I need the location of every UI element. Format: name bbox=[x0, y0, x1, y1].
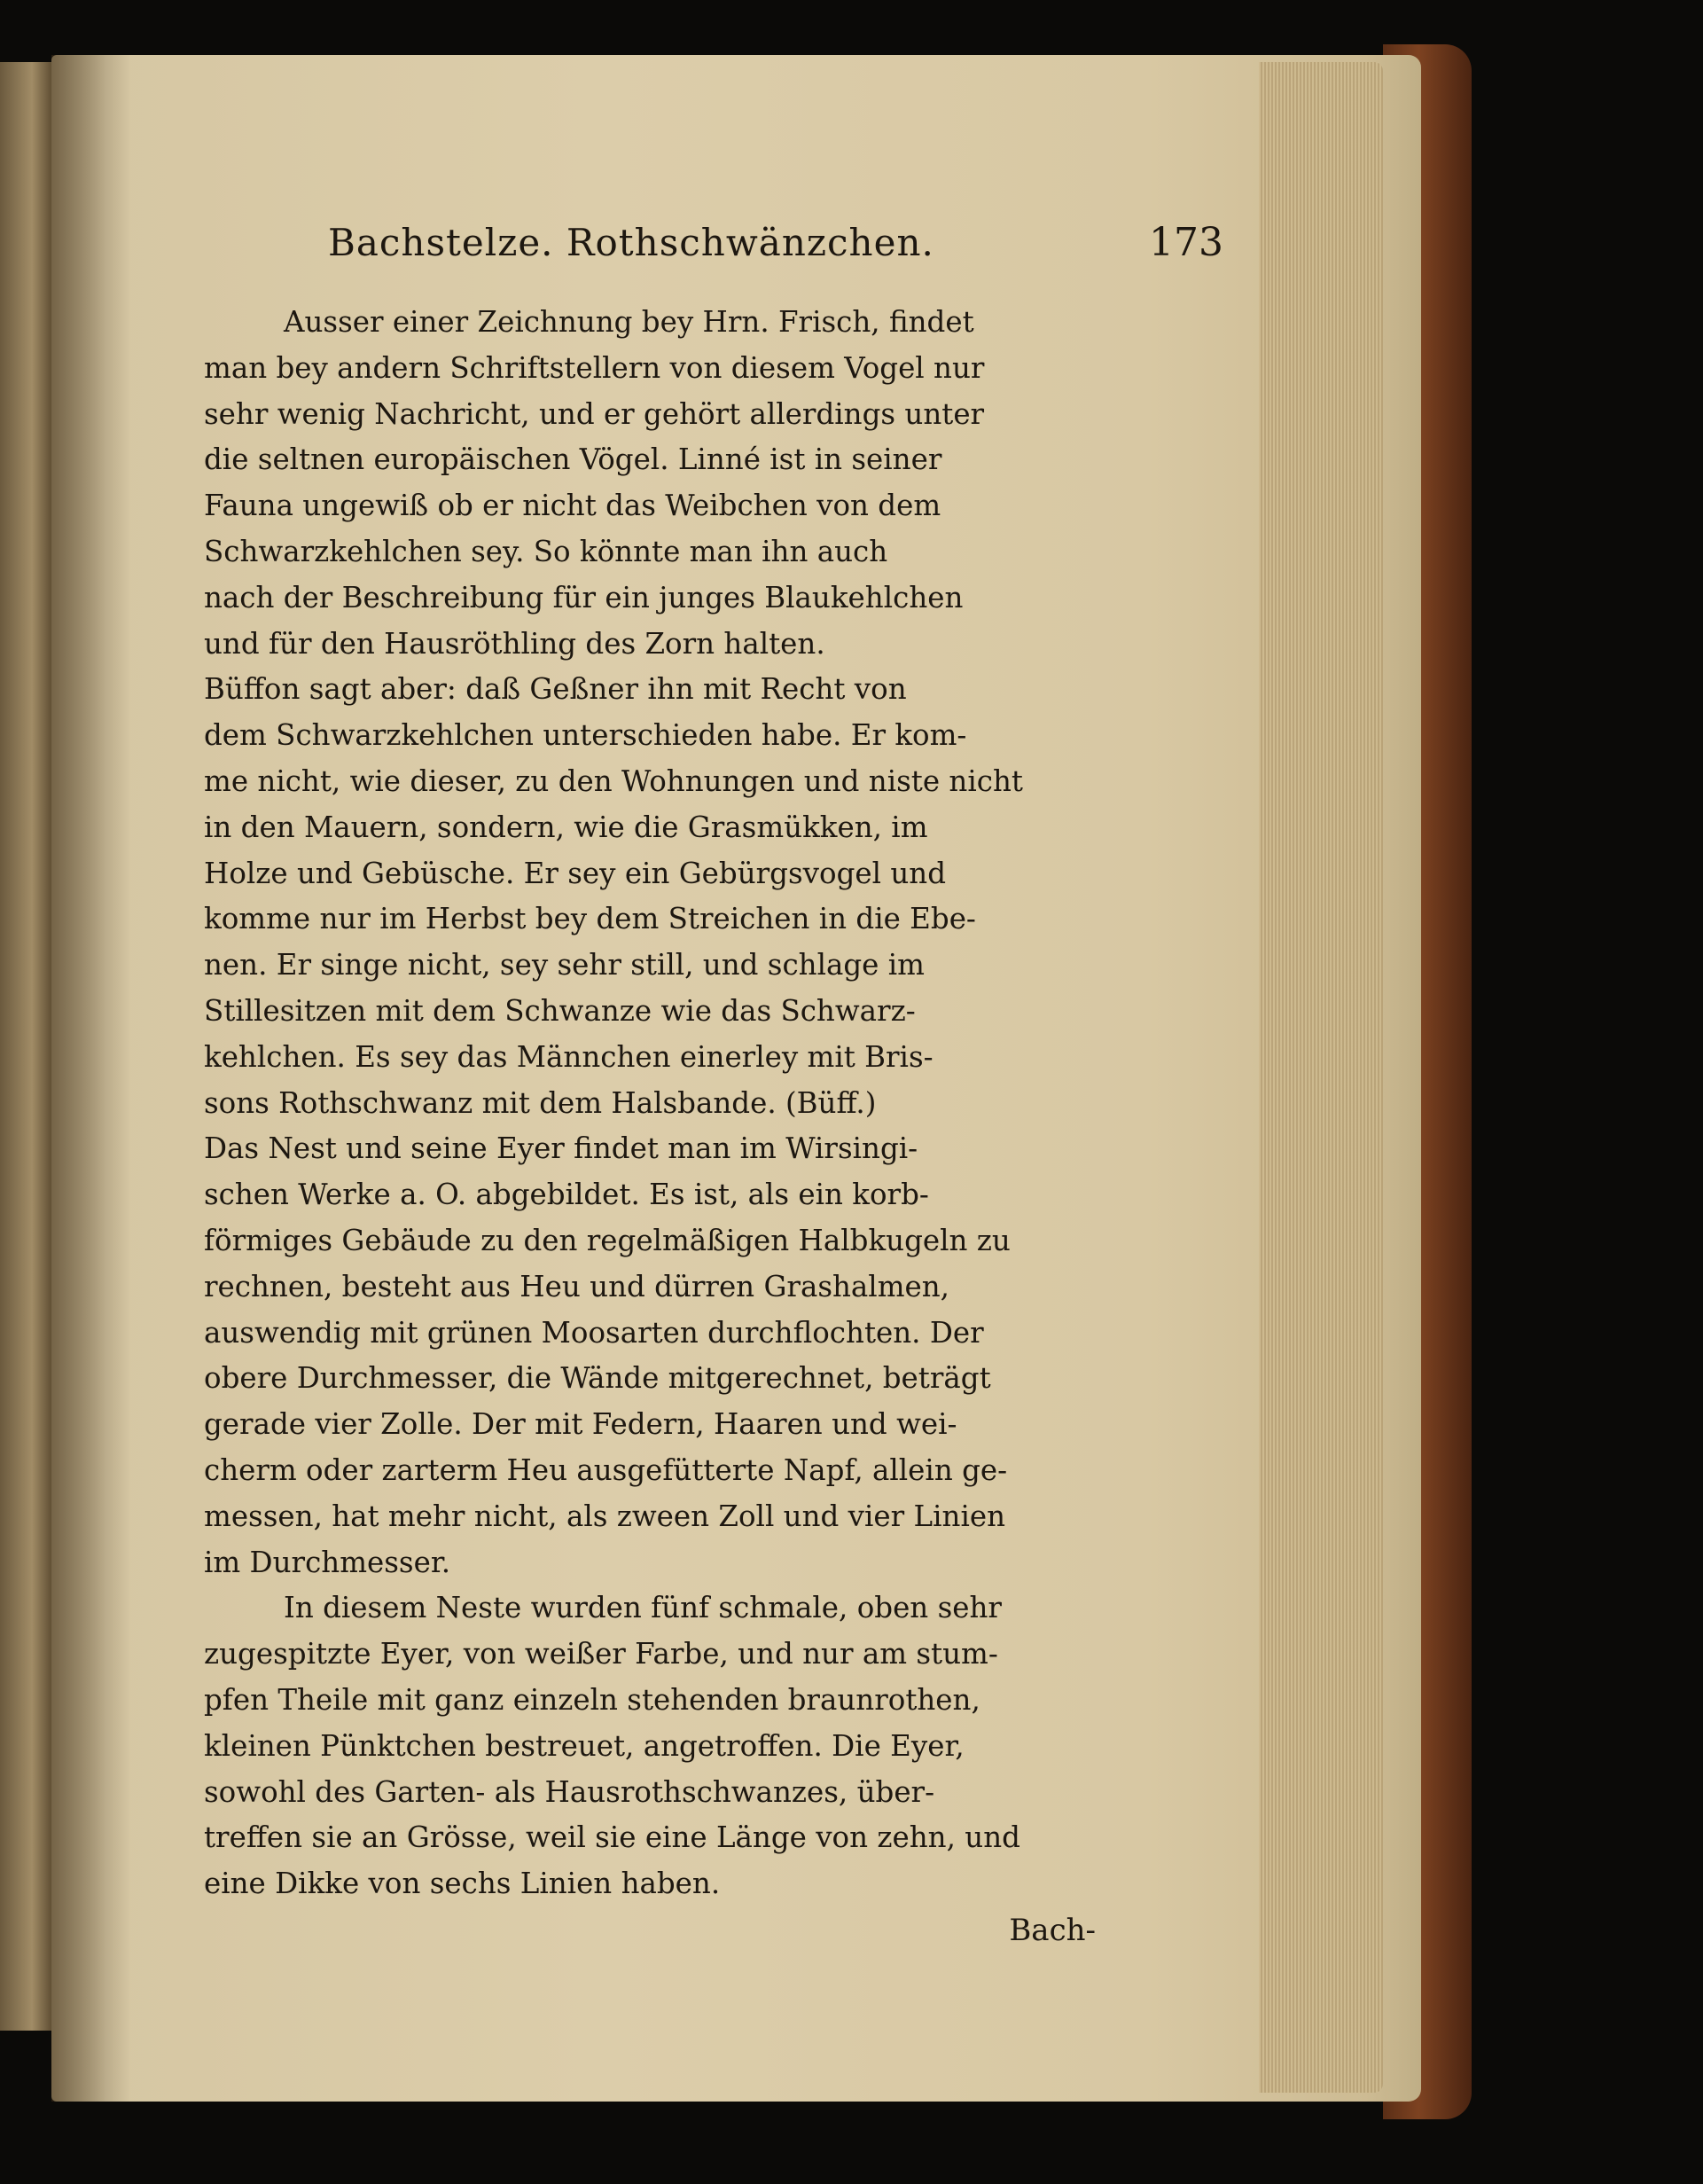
text-line: auswendig mit grünen Moosarten durchflochten. Der bbox=[204, 1315, 984, 1350]
text-line: nen. Er singe nicht, sey sehr still, und schlage im bbox=[204, 948, 925, 982]
gutter-shadow bbox=[51, 55, 131, 2102]
text-line: sehr wenig Nachricht, und er gehört allerdings unter bbox=[204, 396, 985, 431]
paragraph-1 bbox=[204, 300, 1099, 1585]
text-line: schen Werke a. O. abgebildet. Es ist, als ein korb- bbox=[204, 1178, 929, 1212]
running-title: Bachstelze. Rothschwänzchen. bbox=[328, 221, 934, 264]
text-block bbox=[204, 220, 1223, 1948]
text-line: man bey andern Schriftstellern von diesem Vogel nur bbox=[204, 350, 985, 385]
text-line: me nicht, wie dieser, zu den Wohnungen und niste nicht bbox=[204, 763, 1023, 798]
paragraph-2 bbox=[204, 1585, 1099, 1907]
text-line: und für den Hausröthling des Zorn halten. bbox=[204, 626, 825, 661]
text-line: zugespitzte Eyer, von weißer Farbe, und nur am stum- bbox=[204, 1637, 998, 1671]
text-line: treffen sie an Grösse, weil sie eine Länge von zehn, und bbox=[204, 1820, 1020, 1855]
page-header bbox=[328, 222, 1223, 264]
text-line: im Durchmesser. bbox=[204, 1545, 451, 1579]
text-line: Stillesitzen mit dem Schwanze wie das Schwarz- bbox=[204, 993, 916, 1028]
text-line: komme nur im Herbst bey dem Streichen in die Ebe- bbox=[204, 902, 976, 936]
text-line: messen, hat mehr nicht, als zween Zoll und vier Linien bbox=[204, 1499, 1006, 1533]
page-number: 173 bbox=[1149, 220, 1223, 265]
text-line: kehlchen. Es sey das Männchen einerley mit Bris- bbox=[204, 1039, 934, 1074]
text-line: obere Durchmesser, die Wände mitgerechnet, beträgt bbox=[204, 1361, 991, 1396]
text-line: In diesem Neste wurden fünf schmale, oben sehr bbox=[284, 1591, 1002, 1625]
catchword: Bach- bbox=[1009, 1912, 1096, 1948]
text-line: Das Nest und seine Eyer findet man im Wirsingi- bbox=[204, 1131, 918, 1166]
text-line: Ausser einer Zeichnung bey Hrn. Frisch, findet bbox=[284, 305, 974, 339]
text-line: nach der Beschreibung für ein junges Blaukehlchen bbox=[204, 580, 964, 614]
text-line: Schwarzkehlchen sey. So könnte man ihn auch bbox=[204, 534, 888, 568]
text-line: förmiges Gebäude zu den regelmäßigen Halbkugeln zu bbox=[204, 1223, 1011, 1257]
text-line: Fauna ungewiß ob er nicht das Weibchen von dem bbox=[204, 489, 941, 523]
text-line: dem Schwarzkehlchen unterschieden habe. Er kom- bbox=[204, 718, 967, 753]
text-line: sons Rothschwanz mit dem Halsbande. (Büff.) bbox=[204, 1085, 877, 1120]
text-line: sowohl des Garten- als Hausrothschwanzes, über- bbox=[204, 1774, 935, 1809]
text-line: kleinen Pünktchen bestreuet, angetroffen. Die Eyer, bbox=[204, 1728, 965, 1763]
text-line: in den Mauern, sondern, wie die Grasmükken, im bbox=[204, 810, 928, 844]
text-line: pfen Theile mit ganz einzeln stehenden braunrothen, bbox=[204, 1682, 980, 1717]
text-line: die seltnen europäischen Vögel. Linné ist in seiner bbox=[204, 442, 942, 477]
page-edges bbox=[1259, 62, 1383, 2093]
text-line: cherm oder zarterm Heu ausgefütterte Napf, allein ge- bbox=[204, 1452, 1008, 1487]
text-line: gerade vier Zolle. Der mit Federn, Haaren und wei- bbox=[204, 1407, 957, 1442]
text-line: rechnen, besteht aus Heu und dürren Grashalmen, bbox=[204, 1269, 950, 1303]
text-line: eine Dikke von sechs Linien haben. bbox=[204, 1867, 721, 1901]
left-page-edge bbox=[0, 62, 53, 2031]
text-line: Holze und Gebüsche. Er sey ein Gebürgsvogel und bbox=[204, 856, 947, 890]
text-line: Büffon sagt aber: daß Geßner ihn mit Recht von bbox=[204, 672, 907, 707]
